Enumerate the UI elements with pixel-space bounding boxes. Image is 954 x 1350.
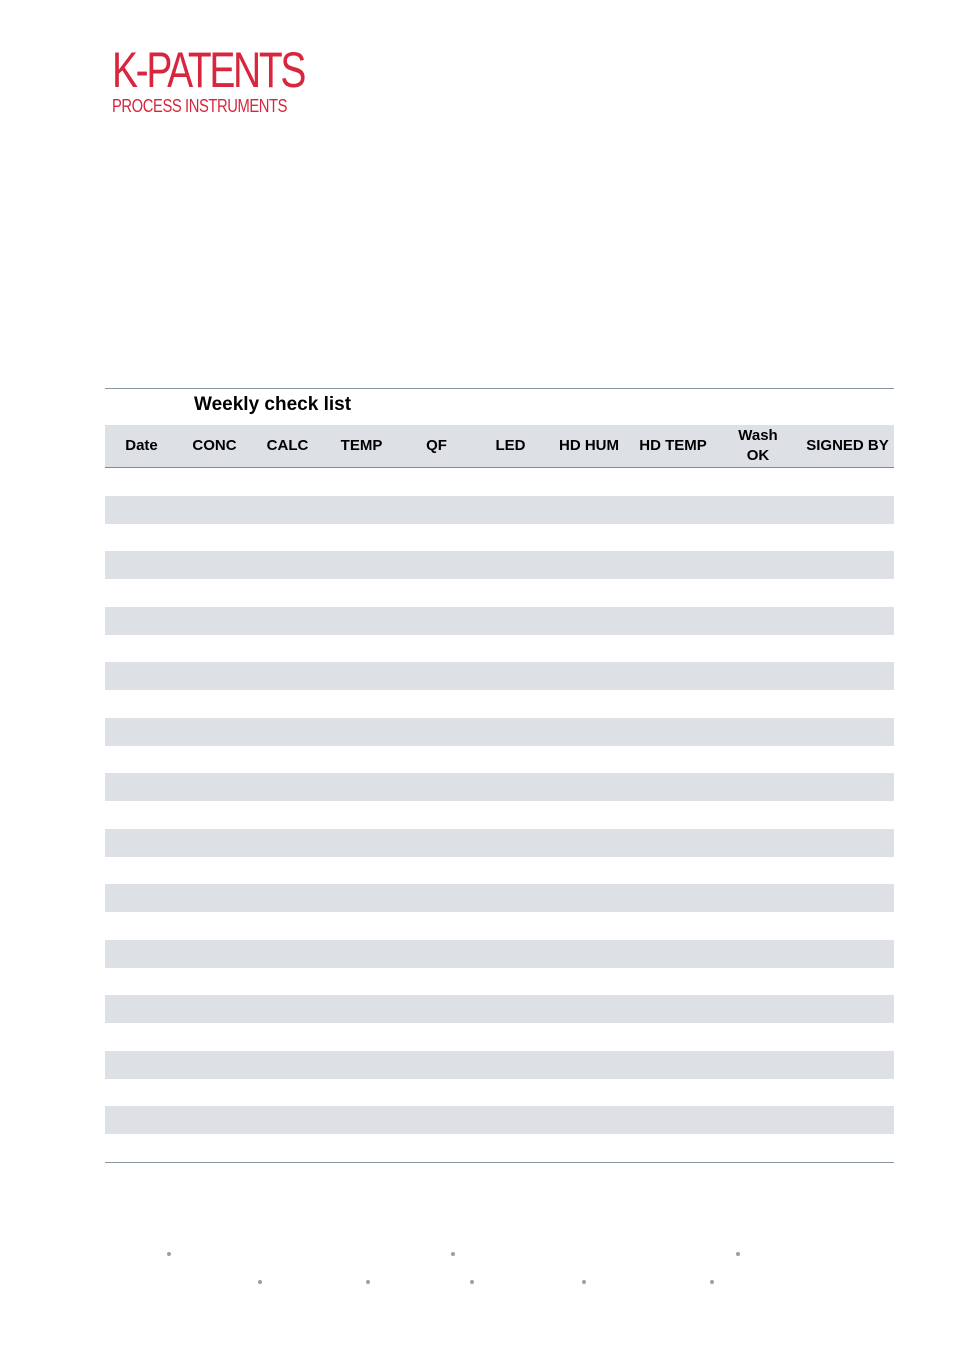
- table-row: [105, 662, 894, 690]
- table-row: [105, 635, 894, 663]
- table-row: [105, 468, 894, 496]
- table-row: [105, 968, 894, 996]
- column-header-temp: TEMP: [340, 437, 383, 454]
- table-row: [105, 1134, 894, 1162]
- table-row: [105, 940, 894, 968]
- table-bottom-rule: [105, 1162, 894, 1163]
- column-header-led: LED: [495, 437, 526, 454]
- table-row: [105, 884, 894, 912]
- footer-dot: [366, 1280, 370, 1284]
- column-header-wash-ok: Wash OK: [738, 427, 778, 464]
- column-header-conc: CONC: [192, 437, 237, 454]
- table-row: [105, 746, 894, 774]
- table-row: [105, 912, 894, 940]
- company-logo: [112, 42, 358, 116]
- table-row: [105, 1023, 894, 1051]
- table-row: [105, 1106, 894, 1134]
- table-row: [105, 551, 894, 579]
- table-row: [105, 496, 894, 524]
- column-header-date: Date: [125, 437, 158, 454]
- table-title: Weekly check list: [194, 394, 352, 415]
- table-row: [105, 995, 894, 1023]
- column-header-calc: CALC: [266, 437, 309, 454]
- table-row: [105, 718, 894, 746]
- footer-dot: [710, 1280, 714, 1284]
- table-row: [105, 801, 894, 829]
- logo-tagline: PROCESS INSTRUMENTS: [112, 96, 288, 116]
- table-row: [105, 829, 894, 857]
- table-row: [105, 857, 894, 885]
- table-row: [105, 690, 894, 718]
- footer-dot: [470, 1280, 474, 1284]
- footer-dot: [736, 1252, 740, 1256]
- table-row: [105, 579, 894, 607]
- column-header-hd-hum: HD HUM: [559, 437, 619, 454]
- table-row: [105, 1079, 894, 1107]
- column-header-hd-temp: HD TEMP: [639, 437, 707, 454]
- table-body: [105, 468, 894, 1162]
- table-row: [105, 607, 894, 635]
- column-header-qf: QF: [426, 437, 447, 454]
- footer-dot: [167, 1252, 171, 1256]
- weekly-check-table: [105, 388, 894, 1163]
- column-header-signed-by: SIGNED BY: [806, 437, 889, 454]
- footer-dot: [258, 1280, 262, 1284]
- logo-name: K-PATENTS: [112, 42, 305, 98]
- table-row: [105, 773, 894, 801]
- footer-dot: [451, 1252, 455, 1256]
- table-row: [105, 1051, 894, 1079]
- table-row: [105, 524, 894, 552]
- table-header-row: [105, 425, 894, 468]
- footer-dot: [582, 1280, 586, 1284]
